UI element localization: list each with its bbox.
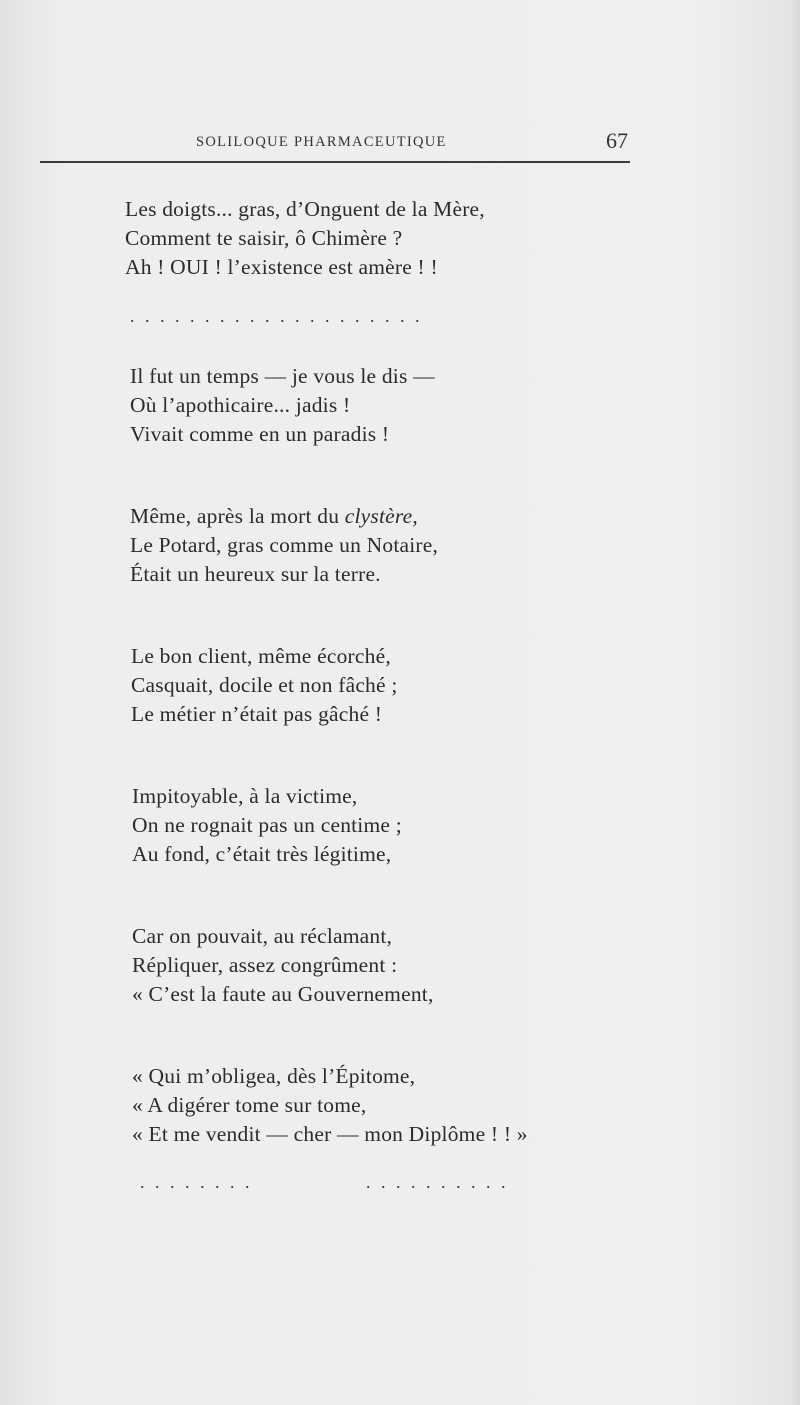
page-header xyxy=(40,128,630,158)
stanza-7 xyxy=(132,1062,528,1149)
verse-line: Casquait, docile et non fâché ; xyxy=(131,673,398,697)
ellipsis-row: .................... xyxy=(130,306,430,326)
verse-line: Car on pouvait, au réclamant, xyxy=(132,924,393,948)
verse-line: « Et me vendit — cher — mon Diplôme ! ! » xyxy=(132,1122,528,1146)
ellipsis-row: .......... xyxy=(366,1172,516,1192)
verse-line: « C’est la faute au Gouvernement, xyxy=(132,982,434,1006)
stanza-2 xyxy=(130,362,435,449)
verse-line: Vivait comme en un paradis ! xyxy=(130,422,390,446)
stanza-5 xyxy=(132,782,402,869)
verse-line: Les doigts... gras, d’Onguent de la Mère, xyxy=(125,197,485,221)
verse-line: « Qui m’obligea, dès l’Épitome, xyxy=(132,1064,416,1088)
verse-line: « A digérer tome sur tome, xyxy=(132,1093,367,1117)
verse-line: Répliquer, assez congrûment : xyxy=(132,953,398,977)
ellipsis-row: ........ xyxy=(140,1172,260,1192)
stanza-4 xyxy=(131,642,398,729)
page-number: 67 xyxy=(606,128,628,153)
verse-line: On ne rognait pas un centime ; xyxy=(132,813,402,837)
verse-line: Ah ! OUI ! l’existence est amère ! ! xyxy=(125,255,438,279)
verse-line: Au fond, c’était très légitime, xyxy=(132,842,392,866)
verse-line: Le bon client, même écorché, xyxy=(131,644,391,668)
verse-line: Le métier n’était pas gâché ! xyxy=(131,702,383,726)
header-rule xyxy=(40,161,630,163)
stanza-6 xyxy=(132,922,434,1009)
verse-line: Le Potard, gras comme un Notaire, xyxy=(130,533,439,557)
verse-line: Comment te saisir, ô Chimère ? xyxy=(125,226,403,250)
verse-line: Même, après la mort du clystère, xyxy=(130,504,418,528)
verse-line: Était un heureux sur la terre. xyxy=(130,562,381,586)
stanza-3 xyxy=(130,502,438,589)
italic-word: clystère, xyxy=(344,504,418,528)
running-title: SOLILOQUE PHARMACEUTIQUE xyxy=(196,134,447,150)
verse-line: Où l’apothicaire... jadis ! xyxy=(130,393,351,417)
stanza-1 xyxy=(125,195,485,282)
verse-line: Impitoyable, à la victime, xyxy=(132,784,358,808)
verse-line: Il fut un temps — je vous le dis — xyxy=(130,364,435,388)
